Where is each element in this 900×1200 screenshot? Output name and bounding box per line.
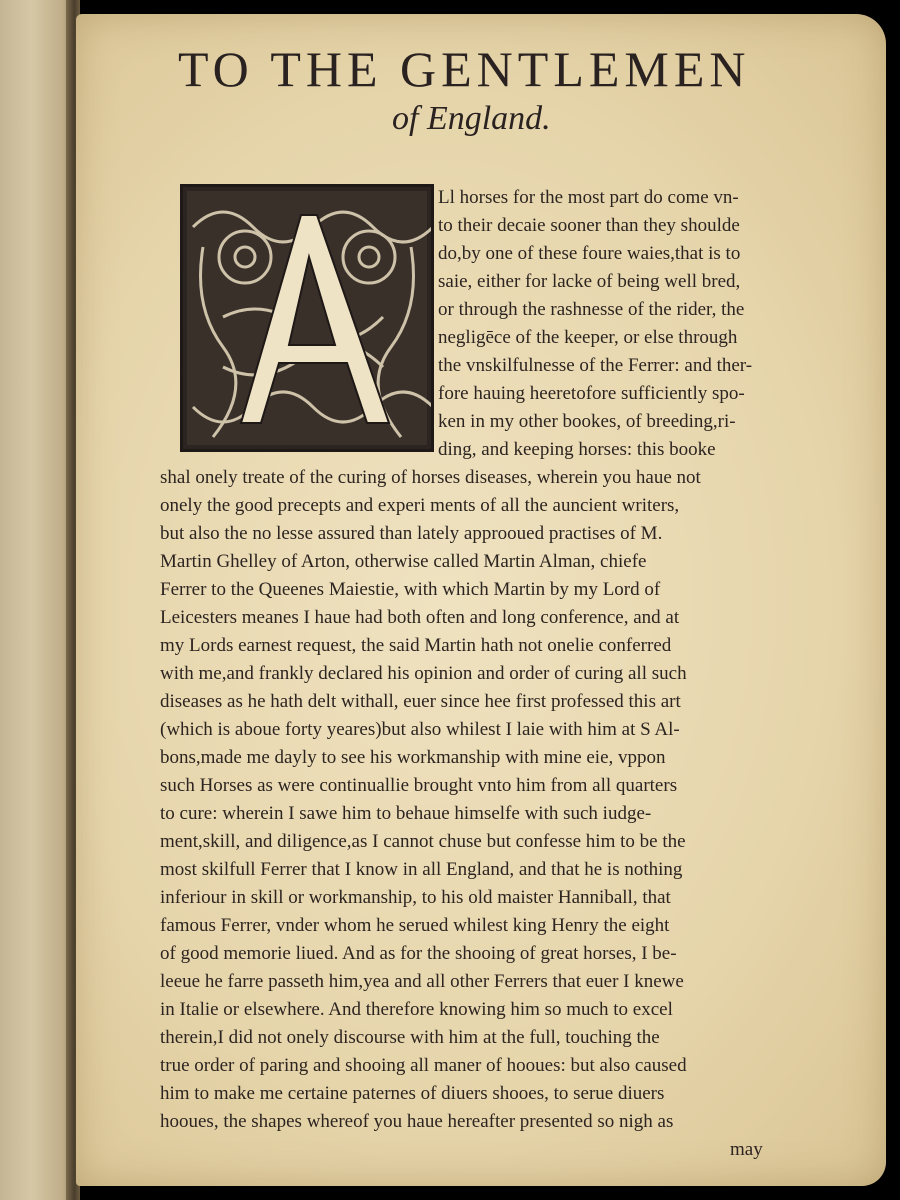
text-line: ken in my other bookes, of breeding,ri- xyxy=(438,411,736,432)
text-line: in Italie or elsewhere. And therefore knowing him so much to excel xyxy=(160,999,673,1020)
text-line: most skilfull Ferrer that I know in all England, and that he is nothing xyxy=(160,859,683,880)
text-line: but also the no lesse assured than lately approoued practises of M. xyxy=(160,523,663,544)
text-line: saie, either for lacke of being well bred, xyxy=(438,271,741,292)
text-line: of good memorie liued. And as for the shooing of great horses, I be- xyxy=(160,943,677,964)
text-line: do,by one of these foure waies,that is to xyxy=(438,243,741,264)
page-title: TO THE GENTLEMEN xyxy=(178,41,751,97)
text-line: ding, and keeping horses: this booke xyxy=(438,439,716,460)
text-line: hooues, the shapes whereof you haue hereafter presented so nigh as xyxy=(160,1111,674,1132)
text-line: or through the rashnesse of the rider, the xyxy=(438,299,745,320)
text-line: to cure: wherein I sawe him to behaue himselfe with such iudge- xyxy=(160,803,652,824)
text-line: the vnskilfulnesse of the Ferrer: and ther- xyxy=(438,355,753,376)
text-line: my Lords earnest request, the said Martin hath not onelie conferred xyxy=(160,635,672,656)
text-line: him to make me certaine paternes of diuers shooes, to serue diuers xyxy=(160,1083,665,1104)
text-line: fore hauing heeretofore sufficiently spo- xyxy=(438,383,745,404)
text-line: (which is aboue forty yeares)but also whilest I laie with him at S Al- xyxy=(160,719,680,740)
decorated-initial xyxy=(180,184,434,452)
text-line: shal onely treate of the curing of horses diseases, wherein you haue not xyxy=(160,467,701,488)
text-line: Leicesters meanes I haue had both often and long conference, and at xyxy=(160,607,680,628)
text-line: diseases as he hath delt withall, euer since hee first professed this art xyxy=(160,691,681,712)
text-line: inferiour in skill or workmanship, to his old maister Hanniball, that xyxy=(160,887,671,908)
text-line: Ferrer to the Queenes Maiestie, with which Martin by my Lord of xyxy=(160,579,661,600)
text-line: leeue he farre passeth him,yea and all other Ferrers that euer I knewe xyxy=(160,971,684,992)
text-line: onely the good precepts and experi ments of all the auncient writers, xyxy=(160,495,680,516)
text-line: ment,skill, and diligence,as I cannot chuse but confesse him to be the xyxy=(160,831,686,852)
page-subtitle: of England. xyxy=(392,100,551,137)
text-line: with me,and frankly declared his opinion and order of curing all such xyxy=(160,663,687,684)
text-line: Ll horses for the most part do come vn- xyxy=(438,187,739,208)
text-line: negligēce of the keeper, or else through xyxy=(438,327,738,348)
text-line: Martin Ghelley of Arton, otherwise called Martin Alman, chiefe xyxy=(160,551,647,572)
catchword: may xyxy=(730,1139,763,1160)
text-line: such Horses as were continuallie brought vnto him from all quarters xyxy=(160,775,678,796)
text-line: therein,I did not onely discourse with him at the full, touching the xyxy=(160,1027,660,1048)
text-line: bons,made me dayly to see his workmanship with mine eie, vppon xyxy=(160,747,666,768)
initial-letter: A xyxy=(306,437,308,438)
text-line: famous Ferrer, vnder whom he serued whilest king Henry the eight xyxy=(160,915,670,936)
text-line: to their decaie sooner than they shoulde xyxy=(438,215,740,236)
ornament-woodcut xyxy=(183,187,431,449)
text-line: true order of paring and shooing all maner of hooues: but also caused xyxy=(160,1055,687,1076)
